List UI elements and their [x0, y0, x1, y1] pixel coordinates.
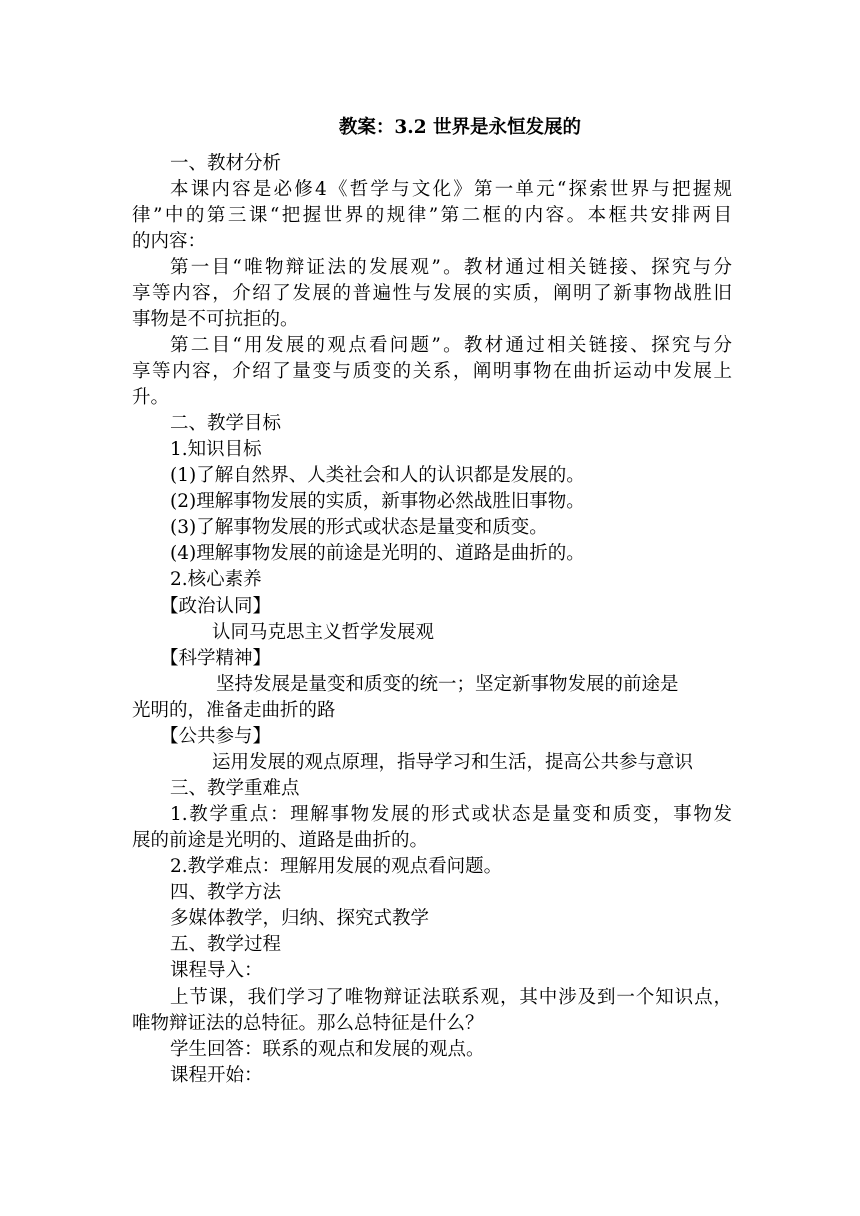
- paragraph-line: 唯物辩证法的总特征。那么总特征是什么？: [132, 1013, 484, 1034]
- section-heading-textbook-analysis: 一、教材分析: [170, 153, 282, 174]
- literacy-heading-public-participation: 【公共参与】: [160, 726, 272, 747]
- goal-item: (3)了解事物发展的形式或状态是量变和质变。: [170, 517, 548, 538]
- paragraph-line: 享等内容，介绍了发展的普遍性与发展的实质，阐明了新事物战胜旧: [132, 283, 732, 304]
- literacy-heading-scientific-spirit: 【科学精神】: [160, 648, 272, 669]
- paragraph-line: 第一目“唯物辩证法的发展观”。教材通过相关链接、探究与分: [170, 257, 732, 278]
- document-title: 教案：3.2 世界是永恒发展的: [338, 117, 582, 138]
- section-heading-teaching-goals: 二、教学目标: [170, 413, 282, 434]
- literacy-text: 坚持发展是量变和质变的统一；坚定新事物发展的前途是: [216, 674, 679, 695]
- paragraph-line: 展的前途是光明的、道路是曲折的。: [132, 830, 429, 851]
- section-heading-key-points: 三、教学重难点: [170, 778, 300, 799]
- paragraph-line: 的内容：: [132, 231, 207, 252]
- literacy-text: 认同马克思主义哲学发展观: [212, 622, 435, 643]
- paragraph-line: 上节课，我们学习了唯物辩证法联系观，其中涉及到一个知识点，: [170, 987, 732, 1008]
- literacy-heading-political-identity: 【政治认同】: [160, 596, 272, 617]
- literacy-text: 运用发展的观点原理，指导学习和生活，提高公共参与意识: [212, 752, 694, 773]
- section-heading-teaching-process: 五、教学过程: [170, 934, 282, 955]
- paragraph-line: 升。: [132, 387, 170, 408]
- paragraph-line: 课程导入：: [170, 960, 263, 981]
- subheading-knowledge-goals: 1.知识目标: [170, 439, 262, 460]
- paragraph-line: 律”中的第三课“把握世界的规律”第二框的内容。本框共安排两目: [132, 205, 732, 226]
- section-heading-teaching-methods: 四、教学方法: [170, 882, 282, 903]
- paragraph-line: 事物是不可抗拒的。: [132, 309, 299, 330]
- paragraph-line: 第二目“用发展的观点看问题”。教材通过相关链接、探究与分: [170, 335, 732, 356]
- goal-item: (1)了解自然界、人类社会和人的认识都是发展的。: [170, 465, 585, 486]
- subheading-core-literacy: 2.核心素养: [170, 569, 262, 590]
- paragraph-line: 1.教学重点：理解事物发展的形式或状态是量变和质变，事物发: [170, 804, 732, 825]
- paragraph-line: 多媒体教学，归纳、探究式教学: [170, 908, 430, 929]
- paragraph-line: 学生回答：联系的观点和发展的观点。: [170, 1039, 485, 1060]
- goal-item: (4)理解事物发展的前途是光明的、道路是曲折的。: [170, 543, 585, 564]
- paragraph-line: 课程开始：: [170, 1065, 263, 1086]
- paragraph-line: 本课内容是必修4《哲学与文化》第一单元“探索世界与把握规: [170, 179, 732, 200]
- paragraph-line: 2.教学难点：理解用发展的观点看问题。: [170, 856, 503, 877]
- literacy-text: 光明的，准备走曲折的路: [132, 700, 336, 721]
- goal-item: (2)理解事物发展的实质，新事物必然战胜旧事物。: [170, 491, 585, 512]
- paragraph-line: 享等内容，介绍了量变与质变的关系，阐明事物在曲折运动中发展上: [132, 361, 732, 382]
